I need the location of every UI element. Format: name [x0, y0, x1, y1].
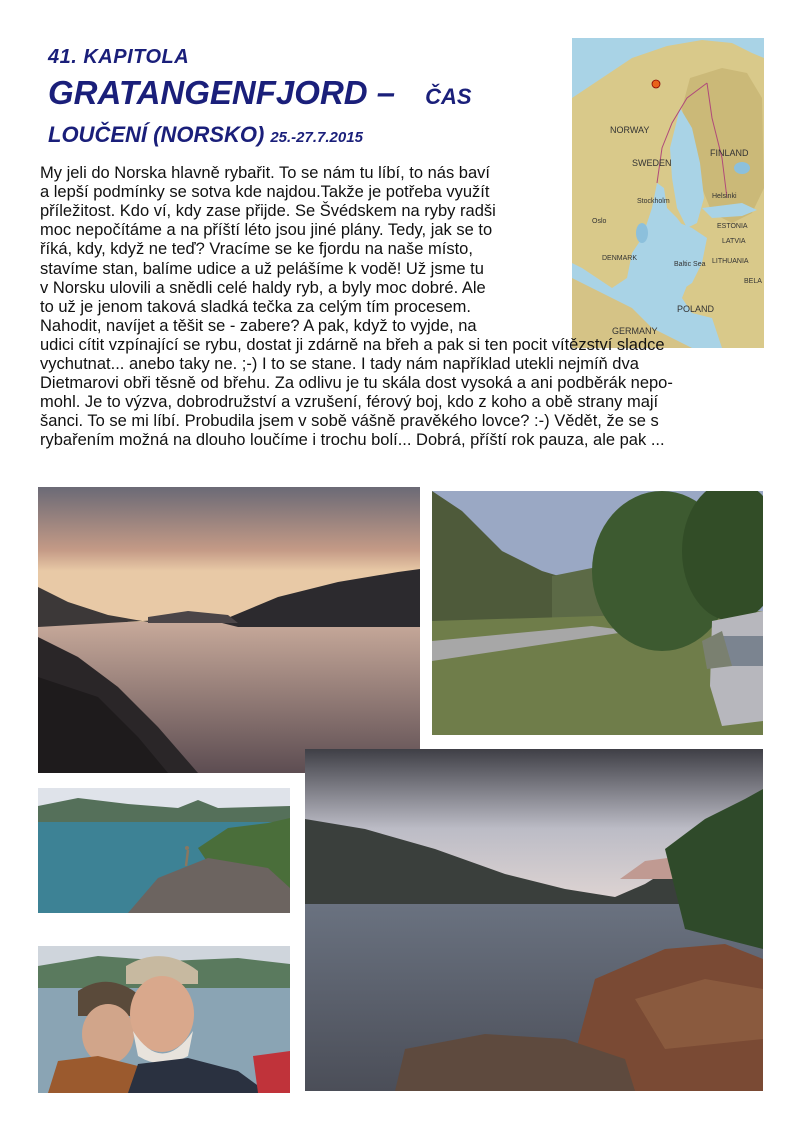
body-line: šanci. To se mi líbí. Probudila jsem v sobě vášně pravěkého lovce? :-) Vědět, že se s	[40, 412, 659, 431]
map-label-stockholm: Stockholm	[637, 198, 670, 205]
evening-fjord-photo	[305, 749, 763, 1091]
map-label-lithuania: LITHUANIA	[712, 258, 749, 265]
map-label-estonia: ESTONIA	[717, 223, 748, 230]
map-label-oslo: Oslo	[592, 218, 607, 225]
chapter-date: 25.-27.7.2015	[270, 129, 363, 146]
body-line: vychutnat... anebo taky ne. ;-) I to se stane. I tady nám například utekli nejmíň dva	[40, 355, 639, 373]
title-suffix: ČAS	[425, 84, 472, 109]
title-main: GRATANGENFJORD –	[48, 74, 396, 111]
body-line: v Norsku ulovili a snědli celé haldy ryb, a byly moc dobré. Ale	[40, 278, 486, 297]
map-label-bela: BELA	[744, 278, 762, 285]
sunset-fjord-photo	[38, 487, 420, 773]
chapter-number: 41. KAPITOLA	[48, 46, 190, 68]
chapter-title-line2	[48, 122, 363, 148]
chapter-title-line1	[48, 74, 472, 112]
body-line: a lepší podmínky se sotva kde najdou.Takže je potřeba využít	[40, 183, 490, 202]
roadside-camp-photo	[432, 491, 763, 735]
body-line: příležitost. Kdo ví, kdy zase přijde. Se Švédskem na ryby radši	[40, 202, 496, 221]
map-label-germany: GERMANY	[612, 326, 658, 336]
map-label-baltic: Baltic Sea	[674, 261, 706, 268]
map-label-sweden: SWEDEN	[632, 158, 672, 168]
body-line: mohl. Je to výzva, dobrodružství a vzrušení, férový boj, kdo z koho a obě strany mají	[40, 393, 659, 412]
map-label-norway: NORWAY	[610, 125, 650, 135]
map-label-latvia: LATVIA	[722, 238, 746, 245]
map-label-finland: FINLAND	[710, 148, 749, 158]
scandinavia-map	[572, 38, 764, 348]
body-line: rybařením možná na dlouho loučíme i trochu bolí... Dobrá, příští rok pauza, ale pak ...	[40, 431, 665, 450]
body-line: My jeli do Norska hlavně rybařit. To se nám tu líbí, to nás baví	[40, 164, 490, 182]
body-line: Dietmarovi obři těsně od břehu. Za odlivu je tu skála dost vysoká a ani podběrák nepo-	[40, 374, 673, 393]
body-line: Nahodit, navíjet a těšit se - zabere? A pak, když to vyjde, na	[40, 316, 477, 335]
body-line: říká, kdy, když ne teď? Vracíme se ke fjordu na naše místo,	[40, 240, 473, 259]
body-line: udici cítit vzpínající se rybu, dostat ji zdárně na břeh a pak si ten pocit vítězství sladce	[40, 335, 665, 354]
couple-selfie-photo	[38, 946, 290, 1093]
map-label-poland: POLAND	[677, 304, 715, 314]
map-label-helsinki: Helsinki	[712, 193, 737, 200]
body-line: to už je jenom taková sladká tečka za celým tím procesem.	[40, 297, 472, 316]
title-sub: LOUČENÍ (NORSKO)	[48, 122, 265, 147]
map-label-denmark: DENMARK	[602, 255, 638, 262]
body-line: stavíme stan, balíme udice a už pelášíme k vodě! Už jsme tu	[40, 259, 484, 278]
body-line: moc nepočítáme a na příští léto jsou jiné plány. Tedy, jak se to	[40, 221, 493, 240]
fisherman-on-rocks-photo	[38, 788, 290, 913]
